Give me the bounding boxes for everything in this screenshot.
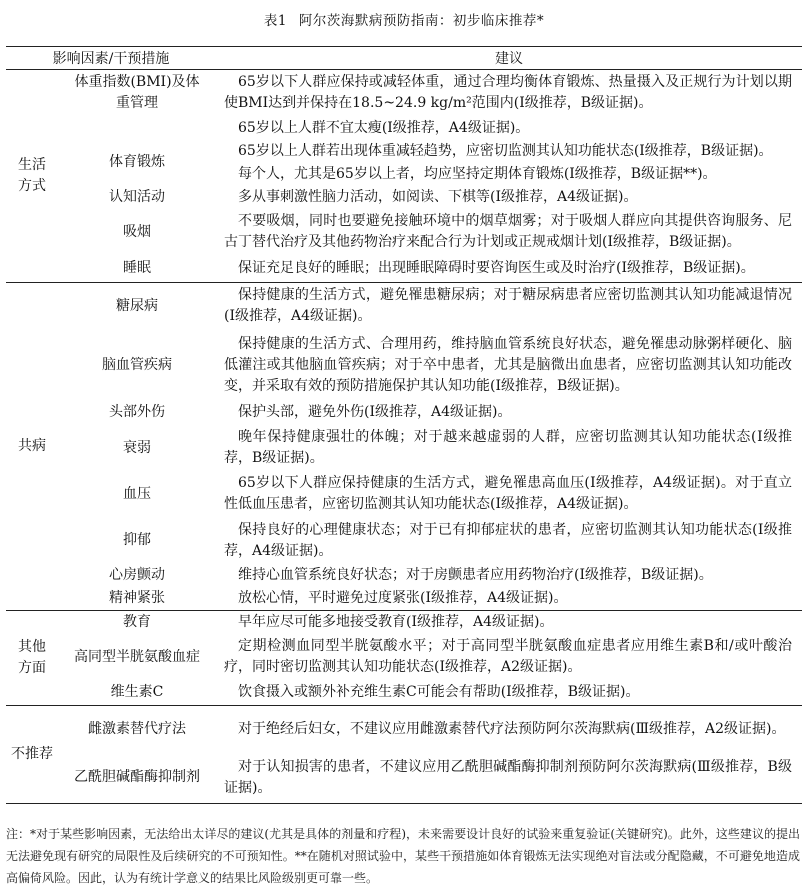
rec-bmi-under65: 65岁以下人群应保持或减轻体重，通过合理均衡体育锻炼、热量摄入及正规行为计划以期使BMI达到并保持在18.5~24.9 kg/m²范围内(Ⅰ级推荐，B级证据)。 xyxy=(224,74,792,112)
table-row xyxy=(6,282,802,330)
table-row xyxy=(6,330,802,400)
rec-homocysteine: 定期检测血同型半胱氨酸水平；对于高同型半胱氨酸血症患者应用维生素B和/或叶酸治疗，同时密切监测其认知功能状态(Ⅰ级推荐，A2级证据)。 xyxy=(224,638,792,675)
table-row xyxy=(6,610,802,634)
table-number: 表1 xyxy=(263,13,287,29)
factor-bmi-cont xyxy=(58,117,216,140)
factor-stress: 精神紧张 xyxy=(109,589,165,606)
factor-vitamin-c: 维生素C xyxy=(110,683,164,700)
group-other xyxy=(6,610,802,705)
rec-stress: 放松心情，平时避免过度紧张(Ⅰ级推荐，A4级证据)。 xyxy=(238,589,568,606)
table-row xyxy=(6,634,802,680)
factor-cognitive-activity: 认知活动 xyxy=(109,188,165,205)
table-row xyxy=(6,209,802,256)
category-other: 其他方面 xyxy=(18,638,46,676)
factor-frailty: 衰弱 xyxy=(123,439,151,456)
table-row xyxy=(6,425,802,471)
group-comorbidity xyxy=(6,282,802,610)
table-row xyxy=(6,400,802,425)
table-row xyxy=(6,587,802,610)
category-lifestyle: 生活方式 xyxy=(18,156,46,194)
factor-homocysteine: 高同型半胱氨酸血症 xyxy=(74,648,200,665)
rec-sleep: 保证充足良好的睡眠；出现睡眠障碍时要咨询医生或及时治疗(Ⅰ级推荐，B级证据)。 xyxy=(238,260,755,276)
rec-frailty: 晚年保持健康强壮的体魄；对于越来越虚弱的人群，应密切监测其认知功能状态(Ⅰ级推荐，B级证据)。 xyxy=(224,429,792,466)
factor-education: 教育 xyxy=(123,613,151,630)
table-row xyxy=(6,705,802,753)
factor-estrogen: 雌激素替代疗法 xyxy=(88,720,186,737)
factor-exercise: 体育锻炼 xyxy=(109,154,165,170)
group-lifestyle xyxy=(6,70,802,283)
rec-blood-pressure: 65岁以下人群应保持健康的生活方式，避免罹患高血压(Ⅰ级推荐，A4级证据)。对于直立性低血压患者，应密切监测其认知功能状态(Ⅰ级推荐，A4级证据)。 xyxy=(224,475,792,512)
table-header-row xyxy=(6,47,802,70)
table-row xyxy=(6,564,802,587)
table-caption xyxy=(0,9,808,29)
table-row xyxy=(6,753,802,803)
rec-cognitive-activity: 多从事刺激性脑力活动，如阅读、下棋等(Ⅰ级推荐，A4级证据)。 xyxy=(238,188,638,205)
factor-ache-inhibitor: 乙酰胆碱酯酶抑制剂 xyxy=(74,769,200,786)
table-footnote: 注：*对于某些影响因素，无法给出太详尽的建议(尤其是具体的剂量和疗程)，未来需要设计良好的试验来重复验证(关键研究)。此外，这些建议的提出无法避免现有研究的局限性及后续研究的不可预知性。**在随机对照试验中，某些干预措施如体育锻炼无法实现绝对盲法或分配隐藏，不可避免地造成高偏倚风险。因此，认为有统计学意义的结果比风险级别更可靠一些。 xyxy=(6,827,800,885)
rec-depression: 保持良好的心理健康状态；对于已有抑郁症状的患者，应密切监测其认知功能状态(Ⅰ级推荐，A4级证据)。 xyxy=(224,521,792,559)
category-comorbidity: 共病 xyxy=(18,437,46,454)
factor-head-injury: 头部外伤 xyxy=(109,404,165,420)
rec-weight-loss-monitor: 65岁以上人群若出现体重减轻趋势，应密切监测其认知功能状态(Ⅰ级推荐，B级证据)。 xyxy=(238,142,773,159)
factor-depression: 抑郁 xyxy=(123,532,151,548)
table-row xyxy=(6,70,802,117)
factor-atrial-fibrillation: 心房颤动 xyxy=(109,567,165,583)
rec-atrial-fibrillation: 维持心血管系统良好状态；对于房颤患者应用药物治疗(Ⅰ级推荐，B级证据)。 xyxy=(238,567,713,583)
factor-bmi: 体重指数(BMI)及体重管理 xyxy=(74,74,200,112)
rec-ache-inhibitor: 对于认知损害的患者，不建议应用乙酰胆碱酯酶抑制剂预防阿尔茨海默病(Ⅲ级推荐，B级证据)。 xyxy=(224,758,792,796)
factor-sleep: 睡眠 xyxy=(123,260,151,276)
table-row xyxy=(6,517,802,564)
table-row xyxy=(6,140,802,163)
rec-exercise: 每个人，尤其是65岁以上者，均应坚持定期体育锻炼(Ⅰ级推荐，B级证据**)。 xyxy=(238,165,717,182)
factor-smoking: 吸烟 xyxy=(123,223,151,240)
table-row xyxy=(6,680,802,705)
rec-education: 早年应尽可能多地接受教育(Ⅰ级推荐，A4级证据)。 xyxy=(238,613,554,630)
rec-head-injury: 保护头部，避免外伤(Ⅰ级推荐，A4级证据)。 xyxy=(238,404,512,420)
factor-cerebrovascular: 脑血管疾病 xyxy=(102,356,172,373)
header-factor: 影响因素/干预措施 xyxy=(52,51,170,67)
rec-estrogen: 对于绝经后妇女，不建议应用雌激素替代疗法预防阿尔茨海默病(Ⅲ级推荐，A2级证据)。 xyxy=(238,720,786,737)
table-row xyxy=(6,256,802,282)
category-not-recommended: 不推荐 xyxy=(11,745,53,762)
rec-smoking: 不要吸烟，同时也要避免接触环境中的烟草烟雾；对于吸烟人群应向其提供咨询服务、尼古丁替代治疗及其他药物治疗来配合行为计划或正规戒烟计划(Ⅰ级推荐，B级证据)。 xyxy=(224,213,792,250)
rec-cerebrovascular: 保持健康的生活方式、合理用药，维持脑血管系统良好状态，避免罹患动脉粥样硬化、脑低灌注或其他脑血管疾病；对于卒中患者，尤其是脑微出血患者，应密切监测其认知功能改变，并采取有效的预防措施保护其认知功能(Ⅰ级推荐，B级证据)。 xyxy=(224,335,792,394)
factor-diabetes: 糖尿病 xyxy=(116,297,158,314)
table-row xyxy=(6,186,802,209)
header-recommendation: 建议 xyxy=(495,51,523,67)
factor-blood-pressure: 血压 xyxy=(123,485,151,502)
table-row xyxy=(6,117,802,140)
rec-vitamin-c: 饮食摄入或额外补充维生素C可能会有帮助(Ⅰ级推荐，B级证据)。 xyxy=(238,683,640,700)
table-row xyxy=(6,471,802,517)
group-not-recommended xyxy=(6,705,802,803)
rec-diabetes: 保持健康的生活方式，避免罹患糖尿病；对于糖尿病患者应密切监测其认知功能减退情况(Ⅰ级推荐，A4级证据)。 xyxy=(224,287,792,325)
guideline-table xyxy=(6,46,802,804)
table-title: 阿尔茨海默病预防指南：初步临床推荐* xyxy=(298,13,545,29)
rec-bmi-over65: 65岁以上人群不宜太瘦(Ⅰ级推荐，A4级证据)。 xyxy=(238,119,530,136)
